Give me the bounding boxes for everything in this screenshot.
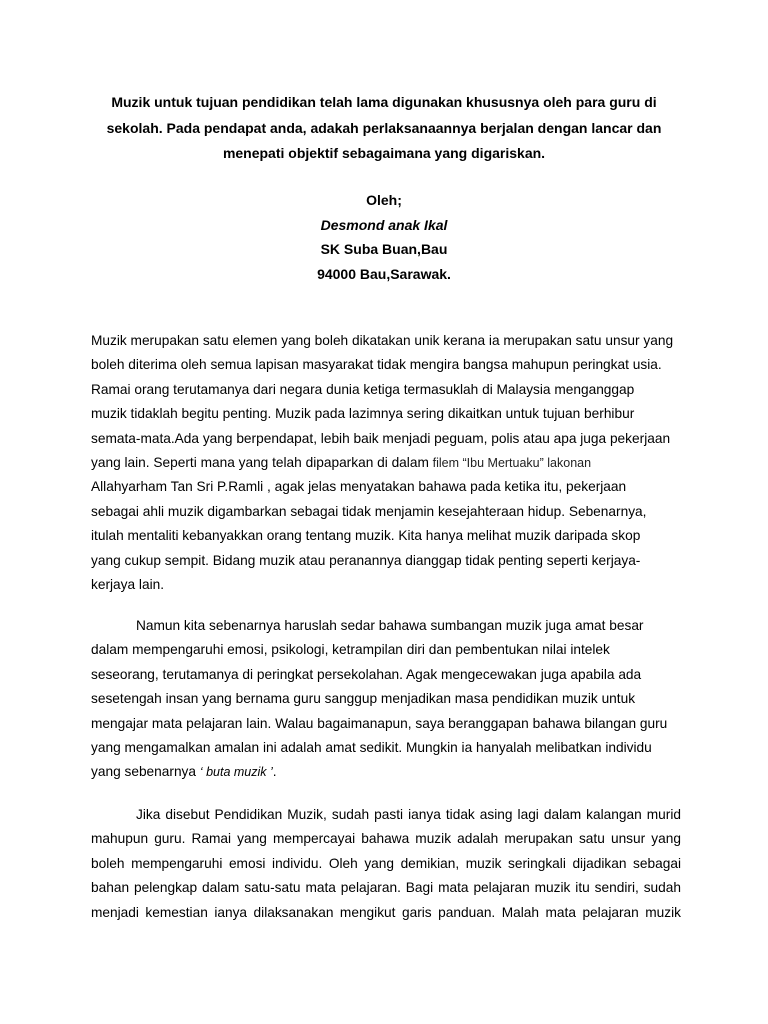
paragraph-3 (91, 803, 681, 925)
paragraph-line: Allahyarham Tan Sri P.Ramli , agak jelas menyatakan bahawa pada ketika itu, pekerjaan (91, 479, 627, 495)
paragraph-line: itulah mentaliti kebanyakkan orang tentang muzik. Kita hanya melihat muzik daripada skop (91, 528, 641, 544)
paragraph-1 (91, 329, 681, 597)
author-byline (86, 188, 682, 286)
line-text: yang sebenarnya (91, 764, 200, 780)
paragraph-line: sesetengah insan yang bernama guru sanggup menjadikan masa pendidikan muzik untuk (91, 691, 636, 707)
paragraph-line: Muzik merupakan satu elemen yang boleh dikatakan unik kerana ia merupakan satu unsur yang (91, 333, 674, 348)
paragraph-line: seseorang, terutamanya di peringkat persekolahan. Agak mengecewakan juga apabila ada (91, 666, 642, 682)
byline-oleh: Oleh; (366, 192, 402, 208)
paragraph-2 (91, 614, 681, 785)
paragraph-line: yang mengamalkan amalan ini adalah amat sedikit. Mungkin ia hanyalah melibatkan individu (91, 740, 652, 756)
paragraph-line: boleh mempengaruhi emosi individu. Oleh yang demikian, muzik seringkali dijadikan sebagai (91, 855, 681, 871)
paragraph-line: dalam mempengaruhi emosi, psikologi, ketrampilan diri dan pembentukan nilai intelek (91, 642, 610, 658)
title-line: Muzik untuk tujuan pendidikan telah lama digunakan khususnya oleh para guru di (111, 94, 657, 110)
essay-title (86, 90, 682, 167)
school-name: SK Suba Buan,Bau (320, 241, 448, 257)
paragraph-line: Namun kita sebenarnya haruslah sedar bahawa sumbangan muzik juga amat besar (136, 618, 644, 633)
paragraph-line: mahupun guru. Ramai yang mempercayai bahawa muzik adalah merupakan satu unsur yang (91, 831, 681, 847)
title-line: menepati objektif sebagaimana yang digariskan. (222, 145, 546, 161)
paragraph-line: mengajar mata pelajaran lain. Walau bagaimanapun, saya beranggapan bahawa bilangan guru (91, 715, 668, 731)
author-name: Desmond anak Ikal (320, 216, 448, 233)
paragraph-line (91, 451, 681, 475)
school-address: 94000 Bau,Sarawak. (317, 265, 451, 282)
paragraph-line (91, 760, 681, 784)
paragraph-line: menjadi kemestian ianya dilaksanakan mengikut garis panduan. Malah mata pelajaran muzik (91, 904, 681, 920)
paragraph-line: semata-mata.Ada yang berpendapat, lebih baik menjadi peguam, polis atau apa juga pekerjaan (91, 430, 671, 446)
paragraph-line: kerjaya lain. (91, 577, 165, 593)
paragraph-line: bahan pelengkap dalam satu-satu mata pelajaran. Bagi mata pelajaran muzik itu sendiri, sudah (91, 880, 681, 896)
paragraph-line: boleh diterima oleh semua lapisan masyarakat tidak mengira bangsa mahupun peringkat usia. (91, 357, 662, 373)
quoted-term: ‘ buta muzik ’ (199, 765, 273, 780)
line-text: yang lain. Seperti mana yang telah dipaparkan di dalam (91, 455, 433, 471)
paragraph-line: sebagai ahli muzik digambarkan sebagai tidak menjamin kesejahteraan hidup. Sebenarnya, (91, 503, 647, 519)
paragraph-line: yang cukup sempit. Bidang muzik atau peranannya dianggap tidak penting seperti kerjaya- (91, 552, 641, 568)
title-line: sekolah. Pada pendapat anda, adakah perlaksanaannya berjalan dengan lancar dan (106, 119, 662, 136)
paragraph-line: Ramai orang terutamanya dari negara dunia ketiga termasuklah di Malaysia menganggap (91, 381, 635, 397)
paragraph-line: Jika disebut Pendidikan Muzik, sudah pasti ianya tidak asing lagi dalam kalangan murid (136, 807, 681, 822)
film-reference: filem “Ibu Mertuaku” lakonan (432, 456, 592, 471)
line-text: . (272, 764, 277, 780)
paragraph-line: muzik tidaklah begitu penting. Muzik pada lazimnya sering dikaitkan untuk tujuan berhibur (91, 406, 635, 422)
